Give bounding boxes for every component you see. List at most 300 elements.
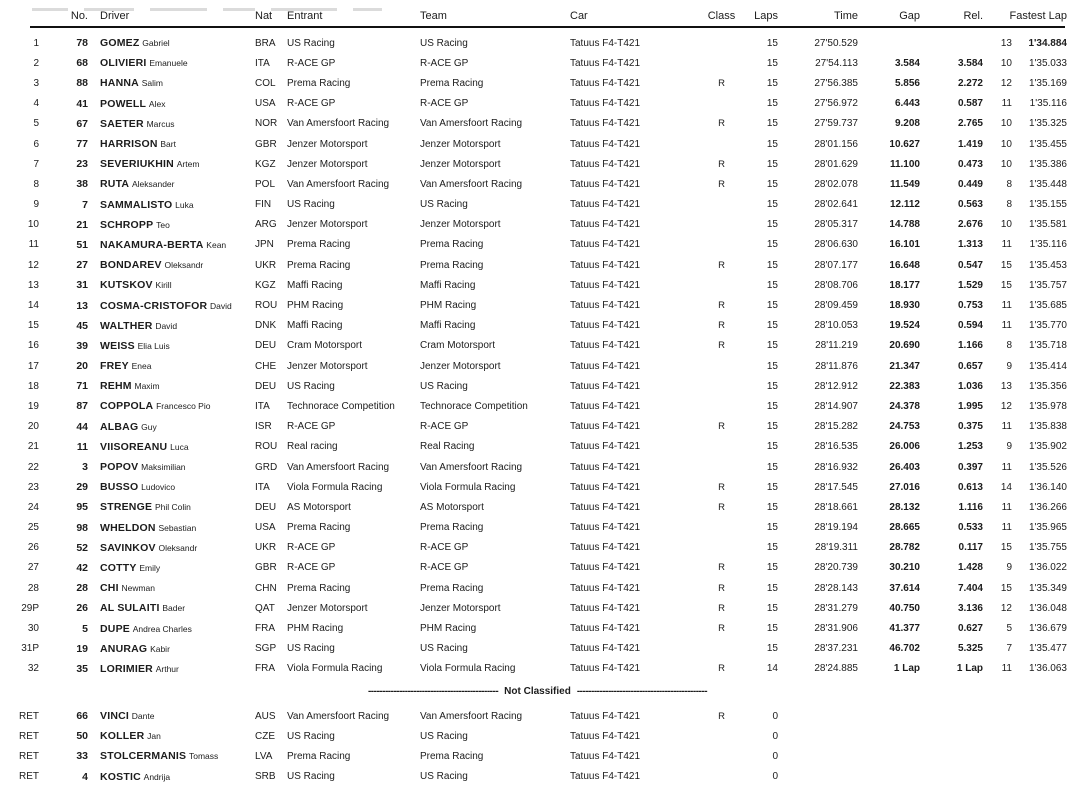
cell-rel: 0.594	[957, 320, 983, 332]
driver-surname: KUTSKOV	[100, 279, 153, 292]
driver-surname: CHI	[100, 582, 119, 595]
cell-fastest-lap-time: 1'35.453	[1028, 259, 1067, 271]
cell-position: 4	[33, 98, 39, 110]
cell-rel: 0.533	[957, 522, 983, 534]
driver-given-name: Maxim	[134, 381, 160, 392]
driver-given-name: Bart	[160, 139, 176, 150]
cell-car: Tatuus F4-T421	[570, 138, 641, 150]
cell-rel: 0.397	[957, 461, 983, 473]
cell-laps: 15	[766, 138, 778, 150]
cell-nationality: ROU	[255, 300, 278, 312]
cell-laps: 15	[766, 400, 778, 412]
driver-given-name: Kabir	[150, 643, 170, 654]
cell-rel: 0.657	[957, 360, 983, 372]
cell-driver	[88, 643, 250, 655]
cell-entrant: Prema Racing	[287, 77, 351, 89]
cell-team: Van Amersfoort Racing	[420, 118, 523, 130]
driver-given-name: Jan	[147, 731, 161, 742]
cell-laps: 15	[766, 461, 778, 473]
cell-fastest-lap-time: 1'35.770	[1028, 320, 1067, 332]
driver-surname: WEISS	[100, 339, 135, 352]
table-row	[0, 706, 1075, 726]
driver-given-name: David	[155, 320, 178, 331]
cell-position: 5	[33, 118, 39, 130]
cell-team: Prema Racing	[420, 77, 484, 89]
cell-car: Tatuus F4-T421	[570, 421, 641, 433]
cell-position: 17	[27, 360, 39, 372]
cell-team: Prema Racing	[420, 750, 484, 762]
cell-team: US Racing	[420, 643, 468, 655]
cell-position: 6	[33, 138, 39, 150]
cell-team: Jenzer Motorsport	[420, 360, 501, 372]
cell-car: Tatuus F4-T421	[570, 481, 641, 493]
cell-entrant: Jenzer Motorsport	[287, 138, 368, 150]
cell-nationality: CZE	[255, 730, 275, 742]
driver-given-name: Phil Colin	[154, 502, 191, 513]
driver-surname: NAKAMURA-BERTA	[100, 238, 204, 251]
cell-entrant: Prema Racing	[287, 750, 351, 762]
cell-entrant: US Racing	[287, 643, 335, 655]
cell-laps: 15	[766, 421, 778, 433]
cell-fastest-lap-number: 10	[1000, 138, 1012, 150]
cell-fastest-lap-time: 1'35.581	[1028, 219, 1067, 231]
table-row	[0, 659, 1075, 679]
cell-nationality: CHN	[255, 582, 277, 594]
cell-car-number: 20	[76, 360, 88, 373]
cell-gap: 14.788	[889, 219, 920, 231]
cell-entrant: Viola Formula Racing	[287, 663, 383, 675]
cell-class: R	[718, 481, 725, 493]
cell-laps: 15	[766, 259, 778, 271]
cell-position: 28	[27, 582, 39, 594]
driver-surname: KOLLER	[100, 730, 145, 743]
cell-position: 31P	[21, 643, 39, 655]
cell-class: R	[718, 178, 725, 190]
cell-car-number: 13	[76, 299, 88, 312]
cell-driver	[88, 320, 250, 332]
cell-fastest-lap-time: 1'36.266	[1028, 501, 1067, 513]
cell-time: 27'56.385	[814, 77, 858, 89]
cell-laps: 15	[766, 37, 778, 49]
cell-car: Tatuus F4-T421	[570, 582, 641, 594]
cell-position: 21	[27, 441, 39, 453]
cell-car-number: 51	[76, 238, 88, 251]
cell-class: R	[718, 300, 725, 312]
cell-driver	[88, 340, 250, 352]
cell-fastest-lap-time: 1'35.356	[1028, 380, 1067, 392]
cell-gap: 46.702	[889, 643, 920, 655]
cell-laps: 15	[766, 602, 778, 614]
cell-fastest-lap-time: 1'35.477	[1028, 643, 1067, 655]
driver-given-name: Elia Luis	[137, 340, 170, 351]
cell-driver	[88, 300, 250, 312]
cell-position: 8	[33, 178, 39, 190]
header-laps: Laps	[754, 10, 778, 22]
cell-laps: 15	[766, 380, 778, 392]
cell-fastest-lap-time: 1'35.526	[1028, 461, 1067, 473]
cell-car-number: 26	[76, 602, 88, 615]
cell-nationality: GBR	[255, 138, 277, 150]
cell-gap: 40.750	[889, 602, 920, 614]
cell-car: Tatuus F4-T421	[570, 360, 641, 372]
cell-rel: 1.036	[957, 380, 983, 392]
cell-fastest-lap-time: 1'35.757	[1028, 279, 1067, 291]
cell-rel: 2.676	[957, 219, 983, 231]
cell-fastest-lap-time: 1'36.679	[1028, 623, 1067, 635]
driver-surname: SAMMALISTO	[100, 198, 173, 211]
cell-fastest-lap-number: 15	[1000, 259, 1012, 271]
driver-surname: POPOV	[100, 461, 139, 474]
driver-given-name: Ludovico	[141, 482, 176, 493]
cell-team: PHM Racing	[420, 300, 477, 312]
cell-car: Tatuus F4-T421	[570, 730, 641, 742]
cell-rel: 0.563	[957, 199, 983, 211]
cell-entrant: PHM Racing	[287, 623, 344, 635]
cell-rel: 3.136	[957, 602, 983, 614]
cell-time: 28'10.053	[814, 320, 858, 332]
cell-position: 26	[27, 542, 39, 554]
cell-fastest-lap-number: 15	[1000, 542, 1012, 554]
table-row	[0, 477, 1075, 497]
cell-position: 30	[27, 623, 39, 635]
cell-gap: 5.856	[894, 77, 920, 89]
cell-car-number: 71	[76, 380, 88, 393]
cell-laps: 15	[766, 320, 778, 332]
cell-car: Tatuus F4-T421	[570, 602, 641, 614]
cell-driver	[88, 98, 250, 110]
cell-team: Jenzer Motorsport	[420, 158, 501, 170]
cell-laps: 15	[766, 57, 778, 69]
cell-driver	[88, 602, 250, 614]
table-row	[0, 767, 1075, 787]
cell-driver	[88, 623, 250, 635]
cell-position: 22	[27, 461, 39, 473]
cell-class: R	[718, 118, 725, 130]
cell-driver	[88, 239, 250, 251]
driver-surname: SCHROPP	[100, 218, 154, 231]
cell-laps: 15	[766, 481, 778, 493]
cell-fastest-lap-number: 12	[1000, 77, 1012, 89]
driver-surname: OLIVIERI	[100, 57, 147, 70]
cell-time: 28'08.706	[814, 279, 858, 291]
cell-fastest-lap-time: 1'35.386	[1028, 158, 1067, 170]
table-row	[0, 336, 1075, 356]
cell-laps: 15	[766, 239, 778, 251]
cell-time: 28'02.641	[814, 199, 858, 211]
cell-nationality: ITA	[255, 57, 270, 69]
cell-time: 28'28.143	[814, 582, 858, 594]
cell-driver	[88, 158, 250, 170]
cell-rel: 1.428	[957, 562, 983, 574]
cell-fastest-lap-number: 11	[1001, 421, 1012, 433]
driver-given-name: Andrija	[143, 771, 171, 782]
cell-fastest-lap-time: 1'36.022	[1028, 562, 1067, 574]
table-row	[0, 417, 1075, 437]
driver-surname: COSMA-CRISTOFOR	[100, 299, 208, 312]
cell-nationality: AUS	[255, 710, 276, 722]
cell-driver	[88, 360, 250, 372]
cell-gap: 21.347	[889, 360, 920, 372]
driver-surname: ANURAG	[100, 642, 148, 655]
driver-surname: POWELL	[100, 97, 147, 110]
cell-car: Tatuus F4-T421	[570, 259, 641, 271]
cell-time: 27'50.529	[814, 37, 858, 49]
cell-laps: 15	[766, 582, 778, 594]
cell-driver	[88, 279, 250, 291]
cell-entrant: Jenzer Motorsport	[287, 602, 368, 614]
cell-rel: 2.272	[957, 77, 983, 89]
driver-given-name: Andrea Charles	[132, 623, 192, 634]
cell-position: 24	[27, 501, 39, 513]
cell-car-number: 3	[82, 461, 88, 474]
cell-car-number: 33	[76, 750, 88, 763]
cell-driver	[88, 730, 250, 742]
cell-fastest-lap-number: 9	[1006, 360, 1012, 372]
cell-car-number: 42	[76, 561, 88, 574]
cell-position: 1	[33, 37, 39, 49]
cell-entrant: Technorace Competition	[287, 400, 395, 412]
cell-fastest-lap-number: 14	[1000, 481, 1012, 493]
cell-rel: 0.587	[957, 98, 983, 110]
cell-entrant: US Racing	[287, 37, 335, 49]
driver-given-name: Newman	[121, 583, 156, 594]
driver-given-name: Kean	[206, 239, 227, 250]
cell-driver	[88, 441, 250, 453]
cell-car: Tatuus F4-T421	[570, 178, 641, 190]
table-row	[0, 726, 1075, 746]
cell-class: R	[718, 663, 725, 675]
cell-fastest-lap-number: 11	[1001, 320, 1012, 332]
cell-nationality: DEU	[255, 340, 277, 352]
cell-class: R	[718, 710, 725, 722]
cell-driver	[88, 582, 250, 594]
cell-rel: 1.313	[957, 239, 983, 251]
cell-nationality: UKR	[255, 542, 277, 554]
table-row	[0, 275, 1075, 295]
cell-time: 28'06.630	[814, 239, 858, 251]
cell-driver	[88, 771, 250, 783]
cell-nationality: USA	[255, 98, 276, 110]
cell-time: 27'54.113	[815, 57, 858, 69]
cell-nationality: ISR	[255, 421, 272, 433]
cell-car-number: 50	[76, 730, 88, 743]
table-row	[0, 457, 1075, 477]
cell-driver	[88, 380, 250, 392]
cell-class: R	[718, 602, 725, 614]
divider-dashes-left: ----------------------------------------------	[367, 685, 499, 697]
cell-class: R	[718, 340, 725, 352]
cell-car-number: 23	[76, 158, 88, 171]
cell-fastest-lap-time: 1'35.325	[1028, 118, 1067, 130]
cell-nationality: FRA	[255, 623, 275, 635]
cell-rel: 0.753	[957, 300, 983, 312]
driver-given-name: Emily	[139, 562, 161, 573]
cell-car-number: 87	[76, 400, 88, 413]
cell-car: Tatuus F4-T421	[570, 771, 641, 783]
cropped-text-remnant	[32, 8, 382, 11]
table-row	[0, 174, 1075, 194]
cell-fastest-lap-number: 11	[1001, 501, 1012, 513]
cell-entrant: R-ACE GP	[287, 542, 336, 554]
cell-driver	[88, 219, 250, 231]
table-row	[0, 598, 1075, 618]
cell-entrant: R-ACE GP	[287, 562, 336, 574]
table-row	[0, 558, 1075, 578]
cell-car: Tatuus F4-T421	[570, 239, 641, 251]
cell-car-number: 28	[76, 582, 88, 595]
cell-laps: 15	[766, 199, 778, 211]
cell-entrant: US Racing	[287, 199, 335, 211]
cell-fastest-lap-number: 8	[1006, 340, 1012, 352]
cell-gap: 30.210	[889, 562, 920, 574]
cell-gap: 20.690	[889, 340, 920, 352]
cell-rel: 1.166	[957, 340, 983, 352]
cell-gap: 16.101	[889, 239, 920, 251]
cell-fastest-lap-time: 1'35.448	[1028, 178, 1067, 190]
driver-given-name: Artem	[176, 159, 200, 170]
cell-entrant: Jenzer Motorsport	[287, 360, 368, 372]
driver-surname: GOMEZ	[100, 37, 140, 50]
cell-time: 28'12.912	[814, 380, 858, 392]
table-row	[0, 746, 1075, 766]
cell-car-number: 4	[82, 770, 88, 783]
cell-car: Tatuus F4-T421	[570, 623, 641, 635]
cell-laps: 0	[772, 730, 778, 742]
cell-rel: 0.449	[957, 178, 983, 190]
cell-car: Tatuus F4-T421	[570, 219, 641, 231]
cell-laps: 15	[766, 522, 778, 534]
cell-gap: 11.549	[889, 178, 920, 190]
cell-entrant: Jenzer Motorsport	[287, 158, 368, 170]
cell-nationality: FRA	[255, 663, 275, 675]
cell-fastest-lap-number: 9	[1006, 441, 1012, 453]
driver-given-name: Francesco Pio	[156, 401, 211, 412]
cell-team: Prema Racing	[420, 239, 484, 251]
driver-surname: COPPOLA	[100, 400, 154, 413]
cell-position: 18	[27, 380, 39, 392]
driver-given-name: Tomass	[189, 751, 219, 762]
cell-driver	[88, 542, 250, 554]
driver-surname: RUTA	[100, 178, 130, 191]
cell-fastest-lap-number: 9	[1006, 562, 1012, 574]
driver-surname: KOSTIC	[100, 770, 141, 783]
cell-gap: 28.665	[889, 522, 920, 534]
driver-given-name: Sebastian	[158, 522, 197, 533]
cell-rel: 1.253	[957, 441, 983, 453]
classified-rows	[0, 33, 1075, 679]
cell-car: Tatuus F4-T421	[570, 340, 641, 352]
cell-nationality: JPN	[255, 239, 274, 251]
cell-team: Jenzer Motorsport	[420, 602, 501, 614]
cell-rel: 1.529	[957, 279, 983, 291]
cell-car-number: 98	[76, 521, 88, 534]
cell-driver	[88, 710, 250, 722]
cell-laps: 0	[772, 771, 778, 783]
header-car: Car	[570, 10, 588, 22]
driver-given-name: Emanuele	[149, 58, 188, 69]
driver-surname: LORIMIER	[100, 662, 153, 675]
cell-laps: 15	[766, 98, 778, 110]
cell-time: 28'31.279	[814, 602, 858, 614]
cell-time: 28'37.231	[814, 643, 858, 655]
cell-time: 28'11.876	[815, 360, 858, 372]
cell-car-number: 78	[76, 37, 88, 50]
cell-class: R	[718, 158, 725, 170]
cell-position: RET	[19, 771, 39, 783]
driver-surname: DUPE	[100, 622, 130, 635]
cell-team: Real Racing	[420, 441, 475, 453]
cell-rel: 0.473	[957, 158, 983, 170]
cell-entrant: US Racing	[287, 730, 335, 742]
cell-gap: 1 Lap	[893, 663, 920, 675]
cell-position: 7	[33, 158, 39, 170]
driver-surname: REHM	[100, 380, 132, 393]
cell-fastest-lap-number: 11	[1001, 300, 1012, 312]
cell-fastest-lap-time: 1'35.349	[1028, 582, 1067, 594]
cell-time: 28'01.629	[814, 158, 858, 170]
cell-time: 28'15.282	[814, 421, 858, 433]
cell-entrant: US Racing	[287, 771, 335, 783]
cell-time: 28'02.078	[814, 178, 858, 190]
cell-position: 25	[27, 522, 39, 534]
cell-rel: 0.117	[958, 542, 983, 554]
cell-gap: 22.383	[889, 380, 920, 392]
cell-gap: 26.006	[889, 441, 920, 453]
table-row	[0, 356, 1075, 376]
cell-car-number: 11	[76, 440, 88, 453]
cell-laps: 15	[766, 77, 778, 89]
cell-car: Tatuus F4-T421	[570, 380, 641, 392]
driver-surname: SAETER	[100, 117, 144, 130]
cell-class: R	[718, 259, 725, 271]
cell-team: US Racing	[420, 730, 468, 742]
cell-time: 28'24.885	[814, 663, 858, 675]
table-row	[0, 618, 1075, 638]
cell-fastest-lap-number: 11	[1001, 239, 1012, 251]
cell-gap: 18.930	[889, 300, 920, 312]
cell-nationality: NOR	[255, 118, 278, 130]
table-row	[0, 134, 1075, 154]
cell-fastest-lap-time: 1'35.685	[1028, 300, 1067, 312]
cell-car: Tatuus F4-T421	[570, 542, 641, 554]
cell-car-number: 29	[76, 481, 88, 494]
cell-car: Tatuus F4-T421	[570, 57, 641, 69]
cell-entrant: Cram Motorsport	[287, 340, 363, 352]
cell-team: AS Motorsport	[420, 501, 484, 513]
cell-time: 28'17.545	[814, 481, 858, 493]
table-row	[0, 518, 1075, 538]
cell-nationality: ROU	[255, 441, 278, 453]
cell-team: R-ACE GP	[420, 98, 469, 110]
cell-team: Viola Formula Racing	[420, 481, 516, 493]
cell-nationality: ARG	[255, 219, 277, 231]
cell-entrant: Van Amersfoort Racing	[287, 118, 390, 130]
divider-dashes-right: ----------------------------------------------	[576, 685, 708, 697]
cell-car-number: 77	[76, 138, 88, 151]
results-sheet	[0, 8, 1075, 802]
cell-car: Tatuus F4-T421	[570, 279, 641, 291]
cell-laps: 15	[766, 279, 778, 291]
cell-nationality: DEU	[255, 380, 277, 392]
header-nat: Nat	[255, 10, 273, 22]
cell-class: R	[718, 623, 725, 635]
cell-rel: 7.404	[957, 582, 983, 594]
table-row	[0, 195, 1075, 215]
cell-entrant: R-ACE GP	[287, 98, 336, 110]
cell-fastest-lap-time: 1'36.140	[1028, 481, 1067, 493]
cell-rel: 0.627	[957, 623, 983, 635]
cell-laps: 15	[766, 219, 778, 231]
